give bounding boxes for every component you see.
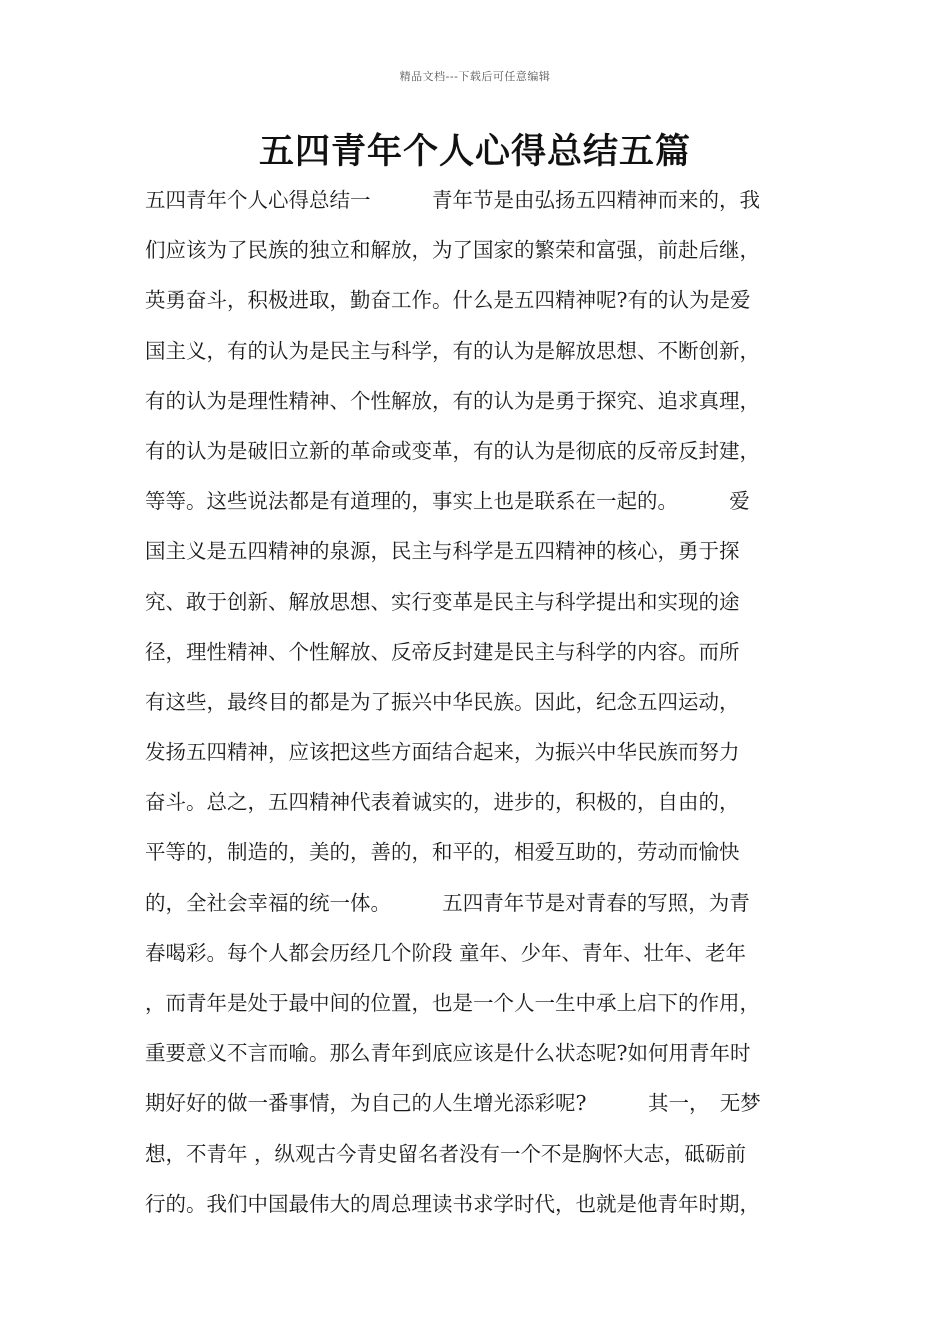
body-line: ，而青年是处于最中间的位置，也是一个人一生中承上启下的作用， [145, 991, 760, 1015]
document-title: 五四青年个人心得总结五篇 [258, 131, 691, 172]
body-line: 重要意义不言而喻。那么青年到底应该是什么状态呢?如何用青年时 [145, 1041, 751, 1066]
body-line: 国主义，有的认为是民主与科学，有的认为是解放思想、不断创新， [145, 338, 760, 363]
body-line: 等等。这些说法都是有道理的，事实上也是联系在一起的。 爱 [145, 489, 750, 514]
body-line: 行的。我们中国最伟大的周总理读书求学时代，也就是他青年时期， [145, 1191, 760, 1216]
body-line: 春喝彩。每个人都会历经几个阶段 童年、少年、青年、壮年、老年 [145, 940, 747, 965]
body-line: 英勇奋斗，积极进取，勤奋工作。什么是五四精神呢?有的认为是爱 [145, 288, 751, 313]
body-line: 期好好的做一番事情，为自己的人生增光添彩呢? 其一， 无梦 [145, 1091, 761, 1116]
body-line: 有这些，最终目的都是为了振兴中华民族。因此，纪念五四运动， [145, 689, 740, 714]
body-line: 国主义是五四精神的泉源，民主与科学是五四精神的核心，勇于探 [145, 539, 740, 564]
body-line: 有的认为是理性精神、个性解放，有的认为是勇于探究、追求真理， [145, 388, 760, 413]
body-line: 究、敢于创新、解放思想、实行变革是民主与科学提出和实现的途 [145, 589, 740, 614]
body-line: 五四青年个人心得总结一 青年节是由弘扬五四精神而来的，我 [145, 188, 760, 212]
page-header-watermark: 精品文档---下载后可任意编辑 [399, 70, 551, 83]
body-line: 发扬五四精神，应该把这些方面结合起来，为振兴中华民族而努力 [145, 740, 740, 765]
body-line: 径，理性精神、个性解放、反帝反封建是民主与科学的内容。而所 [145, 639, 740, 664]
document-body [145, 180, 835, 1234]
body-line: 有的认为是破旧立新的革命或变革，有的认为是彻底的反帝反封建， [145, 438, 760, 463]
body-line: 的，全社会幸福的统一体。 五四青年节是对青春的写照，为青 [145, 890, 750, 915]
body-line: 平等的，制造的，美的，善的，和平的，相爱互助的，劳动而愉快 [145, 840, 740, 865]
body-line: 奋斗。总之，五四精神代表着诚实的，进步的，积极的，自由的， [145, 790, 740, 815]
body-line: 想，不青年 ，纵观古今青史留名者没有一个不是胸怀大志，砥砺前 [145, 1141, 747, 1166]
body-line: 们应该为了民族的独立和解放，为了国家的繁荣和富强，前赴后继， [145, 238, 760, 263]
